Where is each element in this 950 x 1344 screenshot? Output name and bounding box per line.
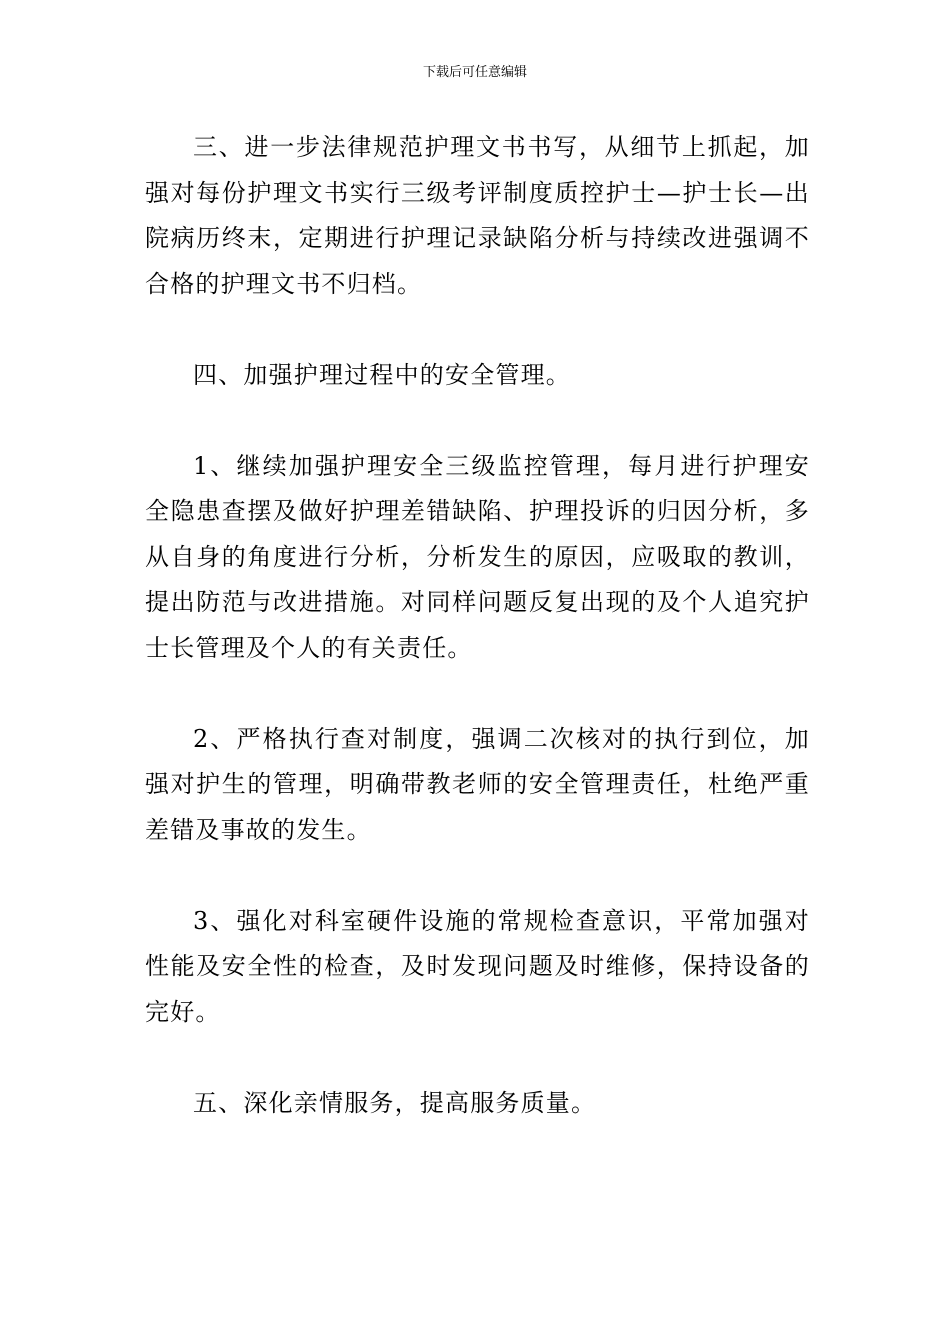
paragraph-section-3: 三、进一步法律规范护理文书书写，从细节上抓起，加强对每份护理文书实行三级考评制度质控护士—护士长—出院病历终末，定期进行护理记录缺陷分析与持续改进强调不合格的护理文书不归档。 xyxy=(145,133,810,298)
paragraph-section-5-heading: 五、深化亲情服务，提高服务质量。 xyxy=(193,1088,597,1117)
page-header: 下载后可任意编辑 xyxy=(422,65,527,80)
paragraph-item-2: 2、严格执行查对制度，强调二次核对的执行到位，加强对护生的管理，明确带教老师的安全管理责任，杜绝严重差错及事故的发生。 xyxy=(145,724,810,844)
paragraph-section-4-heading: 四、加强护理过程中的安全管理。 xyxy=(193,360,571,389)
paragraph-item-3: 3、强化对科室硬件设施的常规检查意识，平常加强对性能及安全性的检查，及时发现问题及时维修，保持设备的完好。 xyxy=(145,906,810,1026)
paragraph-item-1: 1、继续加强护理安全三级监控管理，每月进行护理安全隐患查摆及做好护理差错缺陷、护理投诉的归因分析，多从自身的角度进行分析，分析发生的原因，应吸取的教训，提出防范与改进措施。对同样问题反复出现的及个人追究护士长管理及个人的有关责任。 xyxy=(145,451,810,662)
document-body xyxy=(145,125,810,1126)
